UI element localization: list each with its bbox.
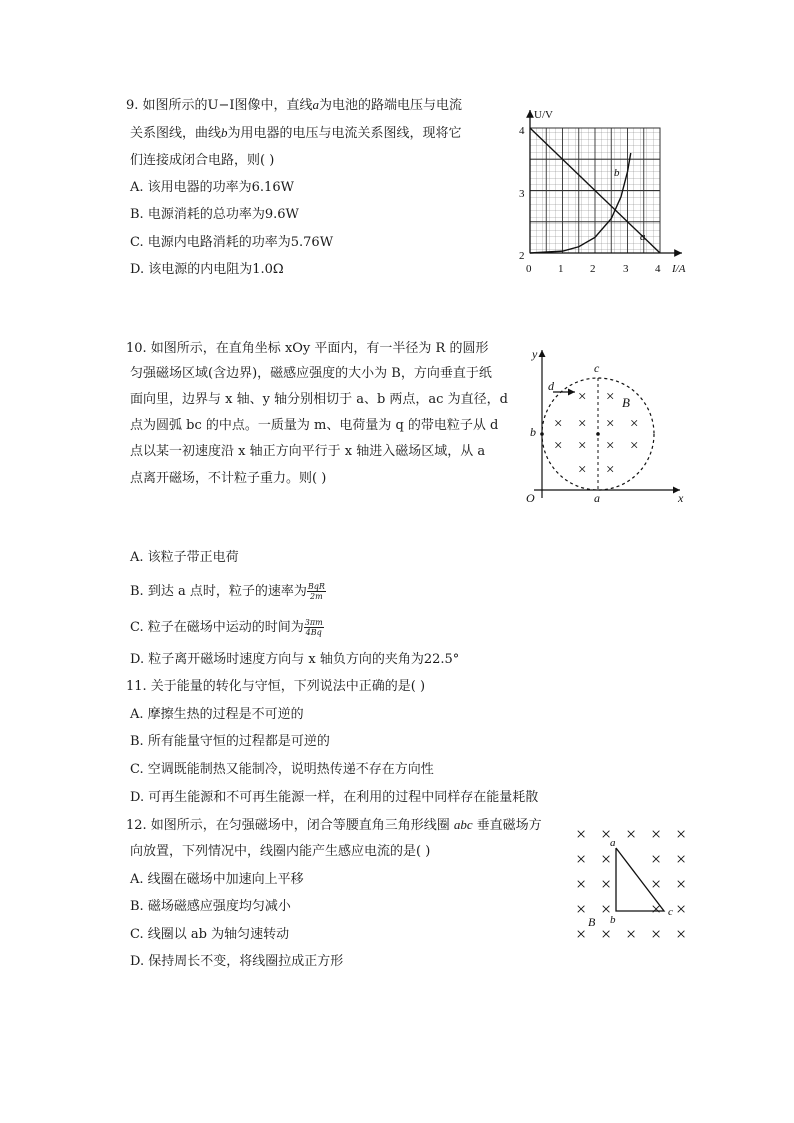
q10-option-b-numerator: BqR — [307, 582, 325, 591]
q9-var-a: a — [312, 97, 320, 112]
q9-x-tick-1: 1 — [558, 263, 564, 275]
q9-option-c[interactable]: C. 电源内电路消耗的功率为5.76W — [130, 235, 334, 250]
q10-option-d[interactable]: D. 粒子离开磁场时速度方向与 x 轴负方向的夹角为22.5° — [130, 652, 460, 667]
q10-field-cross: × — [606, 416, 615, 432]
q10-label-B: B — [622, 395, 630, 410]
q12-text: 12. 如图所示，在匀强磁场中，闭合等腰直角三角形线圈 — [126, 818, 450, 833]
q12-field-cross: × — [576, 874, 587, 894]
q10-label-o: O — [526, 491, 535, 505]
q10-line6: 点离开磁场，不计粒子重力。则( ) — [130, 471, 327, 486]
q12-triangle-coil-figure — [572, 822, 697, 952]
q10-field-cross: × — [630, 416, 639, 432]
q10-line1: 10. 如图所示，在直角坐标 xOy 平面内，有一半径为 R 的圆形 — [126, 341, 489, 356]
q12-field-cross: × — [576, 824, 587, 844]
q11-option-a[interactable]: A. 摩擦生热的过程是不可逆的 — [130, 707, 304, 722]
q10-option-c-denominator: 4Bq — [305, 628, 322, 637]
q9-option-b[interactable]: B. 电源消耗的总功率为9.6W — [130, 207, 299, 222]
q9-text: 为电池的路端电压与电流 — [319, 98, 463, 113]
q11-stem: 11. 关于能量的转化与守恒，下列说法中正确的是( ) — [126, 679, 426, 694]
q12-option-d[interactable]: D. 保持周长不变，将线圈拉成正方形 — [130, 954, 344, 969]
q12-field-cross: × — [651, 874, 662, 894]
q10-label-a: a — [594, 491, 600, 505]
q12-label-c: c — [668, 906, 673, 918]
q11-option-b[interactable]: B. 所有能量守恒的过程都是可逆的 — [130, 734, 330, 749]
q10-option-a[interactable]: A. 该粒子带正电荷 — [130, 550, 239, 565]
q12-field-cross: × — [676, 874, 687, 894]
q10-label-c: c — [594, 361, 600, 375]
q9-option-a[interactable]: A. 该用电器的功率为6.16W — [130, 180, 294, 195]
q10-option-c[interactable] — [130, 618, 324, 637]
q12-var-abc: abc — [453, 817, 473, 832]
q10-point-b — [540, 432, 544, 436]
q10-field-cross: × — [606, 438, 615, 454]
q10-option-b-denominator: 2m — [310, 592, 323, 601]
q9-y-tick-2: 2 — [519, 250, 525, 262]
q10-line2: 匀强磁场区域(含边界)，磁感应强度的大小为 B，方向垂直于纸 — [130, 366, 492, 381]
q10-field-cross: × — [606, 389, 615, 405]
q10-field-cross: × — [578, 416, 587, 432]
q12-field-cross: × — [676, 899, 687, 919]
q10-label-x: x — [678, 491, 684, 505]
q9-var-b: b — [221, 125, 228, 140]
q12-option-a[interactable]: A. 线圈在磁场中加速向上平移 — [130, 872, 304, 887]
q10-field-cross: × — [578, 462, 587, 478]
q10-line4: 点为圆弧 bc 的中点。一质量为 m、电荷量为 q 的带电粒子从 d — [130, 418, 499, 433]
q9-line3: 们连接成闭合电路，则( ) — [130, 153, 275, 168]
q12-field-cross: × — [676, 849, 687, 869]
q10-field-cross: × — [606, 462, 615, 478]
q12-field-cross: × — [601, 824, 612, 844]
q12-field-cross: × — [626, 924, 637, 944]
q9-curve-label-a: a — [640, 231, 646, 243]
q9-x-tick-4: 4 — [655, 263, 661, 275]
q12-field-cross: × — [601, 899, 612, 919]
q9-x-tick-2: 2 — [590, 263, 596, 275]
q10-field-cross: × — [578, 438, 587, 454]
q12-text: 垂直磁场方 — [476, 818, 542, 833]
q10-label-b: b — [530, 425, 536, 439]
q10-option-b-text: B. 到达 a 点时，粒子的速率为 — [130, 584, 307, 599]
q10-line3: 面向里，边界与 x 轴、y 轴分别相切于 a、b 两点，ac 为直径，d — [130, 392, 508, 407]
q12-label-b: b — [610, 914, 616, 926]
q9-line2 — [130, 124, 462, 143]
q12-line2: 向放置，下列情况中，线圈内能产生感应电流的是( ) — [130, 844, 431, 859]
q12-field-cross: × — [651, 849, 662, 869]
q12-label-B: B — [588, 915, 596, 929]
q10-label-y: y — [532, 347, 538, 361]
q9-option-d[interactable]: D. 该电源的内电阻为1.0Ω — [130, 262, 284, 277]
q12-field-cross: × — [676, 824, 687, 844]
q9-text: 关系图线，曲线 — [130, 126, 222, 141]
q12-field-cross: × — [651, 824, 662, 844]
q11-option-d[interactable]: D. 可再生能源和不可再生能源一样，在利用的过程中同样存在能量耗散 — [130, 790, 539, 805]
q12-field-cross: × — [601, 874, 612, 894]
q9-text: 为用电器的电压与电流关系图线，现将它 — [227, 126, 462, 141]
q12-field-cross: × — [576, 849, 587, 869]
q12-option-b[interactable]: B. 磁场磁感应强度均匀减小 — [130, 899, 291, 914]
q10-point-center — [596, 432, 600, 436]
q10-option-b[interactable] — [130, 582, 326, 601]
q9-x-axis-label: I/A — [672, 263, 686, 275]
q12-label-a: a — [610, 837, 616, 849]
q10-field-cross: × — [554, 438, 563, 454]
q9-text: 9. 如图所示的U−I图像中，直线 — [126, 98, 313, 113]
q12-field-cross: × — [576, 899, 587, 919]
q9-line1 — [126, 96, 462, 115]
q12-field-cross: × — [601, 924, 612, 944]
q10-field-cross: × — [554, 416, 563, 432]
q9-ui-graph — [510, 100, 710, 285]
q9-x-tick-3: 3 — [623, 263, 629, 275]
q10-option-c-numerator: 3πm — [304, 618, 323, 627]
q10-magnetic-field-figure — [520, 340, 690, 505]
q10-field-cross: × — [578, 389, 587, 405]
q10-line5: 点以某一初速度沿 x 轴正方向平行于 x 轴进入磁场区域，从 a — [130, 444, 486, 459]
q12-field-cross: × — [651, 899, 662, 919]
q12-field-cross: × — [576, 924, 587, 944]
q10-option-b-fraction — [307, 582, 326, 601]
q11-option-c[interactable]: C. 空调既能制热又能制冷，说明热传递不存在方向性 — [130, 762, 434, 777]
q12-line1 — [126, 816, 542, 835]
q9-y-tick-4: 4 — [519, 125, 525, 137]
q10-field-cross: × — [630, 438, 639, 454]
q12-field-cross: × — [651, 924, 662, 944]
q9-y-tick-3: 3 — [519, 188, 525, 200]
q9-origin-label: 0 — [526, 263, 532, 275]
q12-field-cross: × — [626, 824, 637, 844]
q10-option-c-text: C. 粒子在磁场中运动的时间为 — [130, 620, 304, 635]
q12-field-cross: × — [601, 849, 612, 869]
q9-y-axis-label: U/V — [534, 109, 553, 121]
q10-option-c-fraction — [304, 618, 324, 637]
q12-field-cross: × — [676, 924, 687, 944]
q10-label-d: d — [548, 379, 554, 393]
q12-option-c[interactable]: C. 线圈以 ab 为轴匀速转动 — [130, 927, 290, 942]
q9-curve-label-b: b — [614, 167, 620, 179]
